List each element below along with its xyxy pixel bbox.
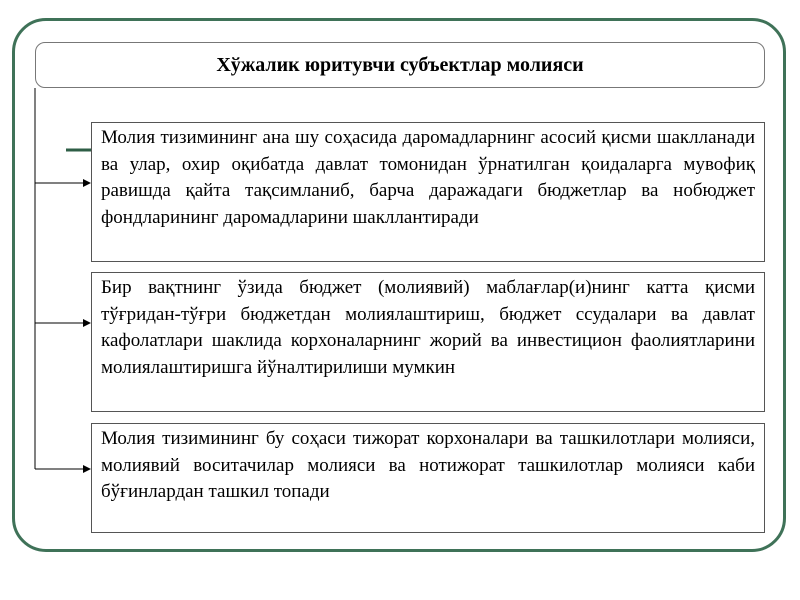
description-box-1 xyxy=(91,122,765,262)
diagram-title: Хўжалик юритувчи субъектлар молияси xyxy=(216,53,584,76)
description-text-3: Молия тизимининг бу соҳаси тижорат корхоналари ва ташкилотлари молияси, молиявий воситачилар молияси ва нотижорат ташкилотлар молияси каби бўғинлардан ташкил топади xyxy=(101,428,755,502)
description-text-1: Молия тизимининг ана шу соҳасида даромадларнинг асосий қисми шаклланади ва улар, охир оқибатда давлат томонидан ўрнатилган қоидаларга мувофиқ равишда қайта тақсимланиб, барча даражадаги бюджетлар ва нобюджет фондларининг даромадларини шакллантиради xyxy=(101,127,755,228)
description-box-2 xyxy=(91,272,765,412)
description-text-2: Бир вақтнинг ўзида бюджет (молиявий) маблағлар(и)нинг катта қисми тўғридан-тўғри бюджетдан молиялаштириш, бюджет ссудалари ва давлат кафолатлари шаклида корхоналарнинг жорий ва инвестицион фаолиятларини молиялаштиришга йўналтирилиши мумкин xyxy=(101,277,755,378)
title-box xyxy=(35,42,765,88)
description-box-3 xyxy=(91,423,765,533)
